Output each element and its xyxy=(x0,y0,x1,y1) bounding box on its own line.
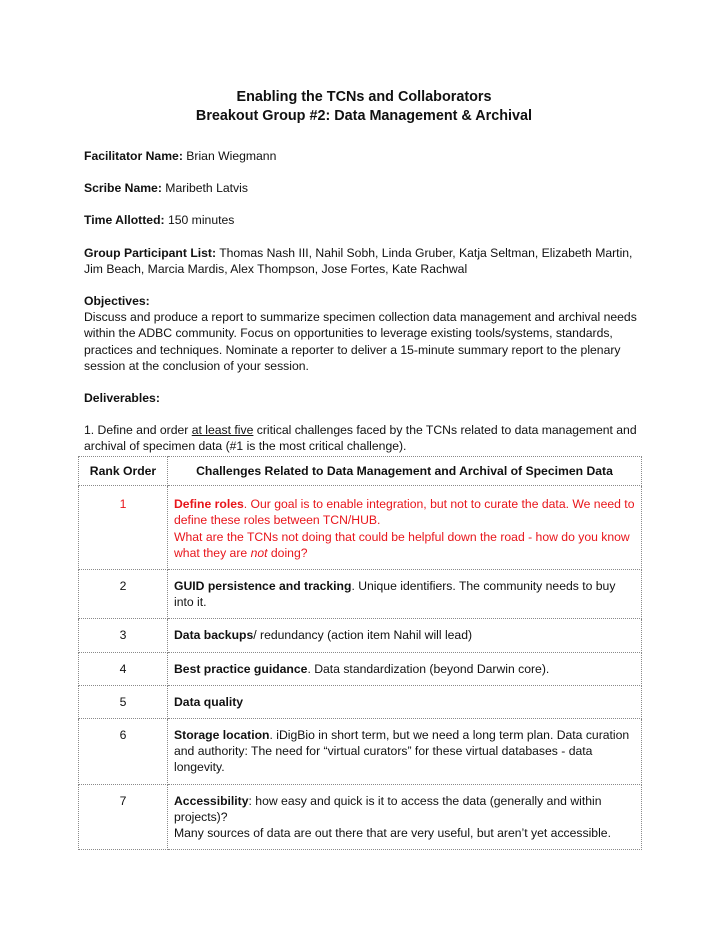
facilitator-value: Brian Wiegmann xyxy=(182,149,277,163)
table-header-row xyxy=(79,457,642,486)
rank-order-header: Rank Order xyxy=(79,457,168,486)
deliverable-item-1-suffix: critical challenges faced by the TCNs related to data management and archival of specimen data (#1 is the most critical challenge). xyxy=(84,423,637,454)
challenge-title: Accessibility xyxy=(174,793,249,808)
table-row xyxy=(79,719,642,785)
challenge-detail: . Unique identifiers. The community needs to buy into it. xyxy=(174,579,616,610)
challenge-cell xyxy=(168,486,642,570)
scribe-label: Scribe Name: xyxy=(84,181,162,196)
objectives-heading: Objectives: xyxy=(84,294,150,309)
table-row xyxy=(79,570,642,619)
challenge-detail: . iDigBio in short term, but we need a long term plan. Data curation and authority: The need for “virtual curators” for these virtual databases - data longevity. xyxy=(174,728,630,775)
challenge-cell xyxy=(168,652,642,685)
deliverable-item-1-underlined: at least five xyxy=(191,423,254,438)
challenge-title: Define roles xyxy=(174,497,244,512)
rank-cell: 5 xyxy=(79,685,168,718)
challenge-header: Challenges Related to Data Management and Archival of Specimen Data xyxy=(168,457,642,486)
challenge-cell xyxy=(168,719,642,785)
rank-cell: 1 xyxy=(79,486,168,570)
participants-label: Group Participant List: xyxy=(84,245,217,260)
challenge-detail: . Data standardization (beyond Darwin core). xyxy=(307,661,550,676)
rank-cell: 2 xyxy=(79,570,168,619)
table-row xyxy=(79,784,642,850)
facilitator-label: Facilitator Name: xyxy=(84,149,183,163)
table-row xyxy=(79,685,642,718)
time-label: Time Allotted: xyxy=(84,213,165,228)
rank-cell: 7 xyxy=(79,784,168,850)
document-page xyxy=(84,88,644,455)
challenge-cell xyxy=(168,619,642,652)
challenge-title: Data quality xyxy=(174,694,244,709)
deliverables-heading: Deliverables: xyxy=(84,391,160,406)
deliverable-item-1-prefix: 1. Define and order xyxy=(84,423,192,438)
document-title-line2: Breakout Group #2: Data Management & Archival xyxy=(195,108,533,124)
objectives-text: Discuss and produce a report to summarize specimen collection data management and archival needs within the ADBC community. Focus on opportunities to leverage existing tools/systems, standards, practices and techniques. Nominate a reporter to deliver a 15-minute summary report to the plenary session at the conclusion of your session. xyxy=(84,310,637,373)
rank-cell: 6 xyxy=(79,719,168,785)
challenge-detail-line2: Many sources of data are out there that are very useful, but aren’t yet accessible. xyxy=(174,826,611,841)
challenge-detail: / redundancy (action item Nahil will lead) xyxy=(253,628,473,643)
rank-cell: 3 xyxy=(79,619,168,652)
challenge-emphasis: not xyxy=(250,545,268,560)
participants-field xyxy=(84,245,644,277)
challenge-title: Storage location xyxy=(174,728,270,743)
challenge-cell xyxy=(168,685,642,718)
challenge-title: GUID persistence and tracking xyxy=(174,579,352,594)
participants-value: Thomas Nash III, Nahil Sobh, Linda Gruber, Katja Seltman, Elizabeth Martin, Jim Beach, Marcia Mardis, Alex Thompson, Jose Fortes, Kate Rachwal xyxy=(84,245,633,276)
challenge-detail-line2-end: doing? xyxy=(267,545,308,560)
table-row xyxy=(79,619,642,652)
challenge-detail-line2: What are the TCNs not doing that could be helpful down the road - how do you know what they are xyxy=(174,529,630,560)
challenge-title: Data backups xyxy=(174,628,254,643)
challenge-cell xyxy=(168,570,642,619)
challenge-cell xyxy=(168,784,642,850)
deliverable-item-1 xyxy=(84,422,644,454)
scribe-field xyxy=(84,180,644,196)
scribe-value: Maribeth Latvis xyxy=(161,181,248,196)
time-value: 150 minutes xyxy=(164,213,235,228)
challenge-title: Best practice guidance xyxy=(174,661,308,676)
facilitator-field xyxy=(84,148,644,164)
document-title-line1: Enabling the TCNs and Collaborators xyxy=(236,89,492,105)
challenge-detail: . Our goal is to enable integration, but not to curate the data. We need to define these roles between TCN/HUB. xyxy=(174,497,635,528)
rank-cell: 4 xyxy=(79,652,168,685)
table-row xyxy=(79,486,642,570)
time-field xyxy=(84,212,644,228)
challenge-detail: : how easy and quick is it to access the data (generally and within projects)? xyxy=(174,793,602,824)
table-row xyxy=(79,652,642,685)
challenges-table xyxy=(78,456,642,850)
